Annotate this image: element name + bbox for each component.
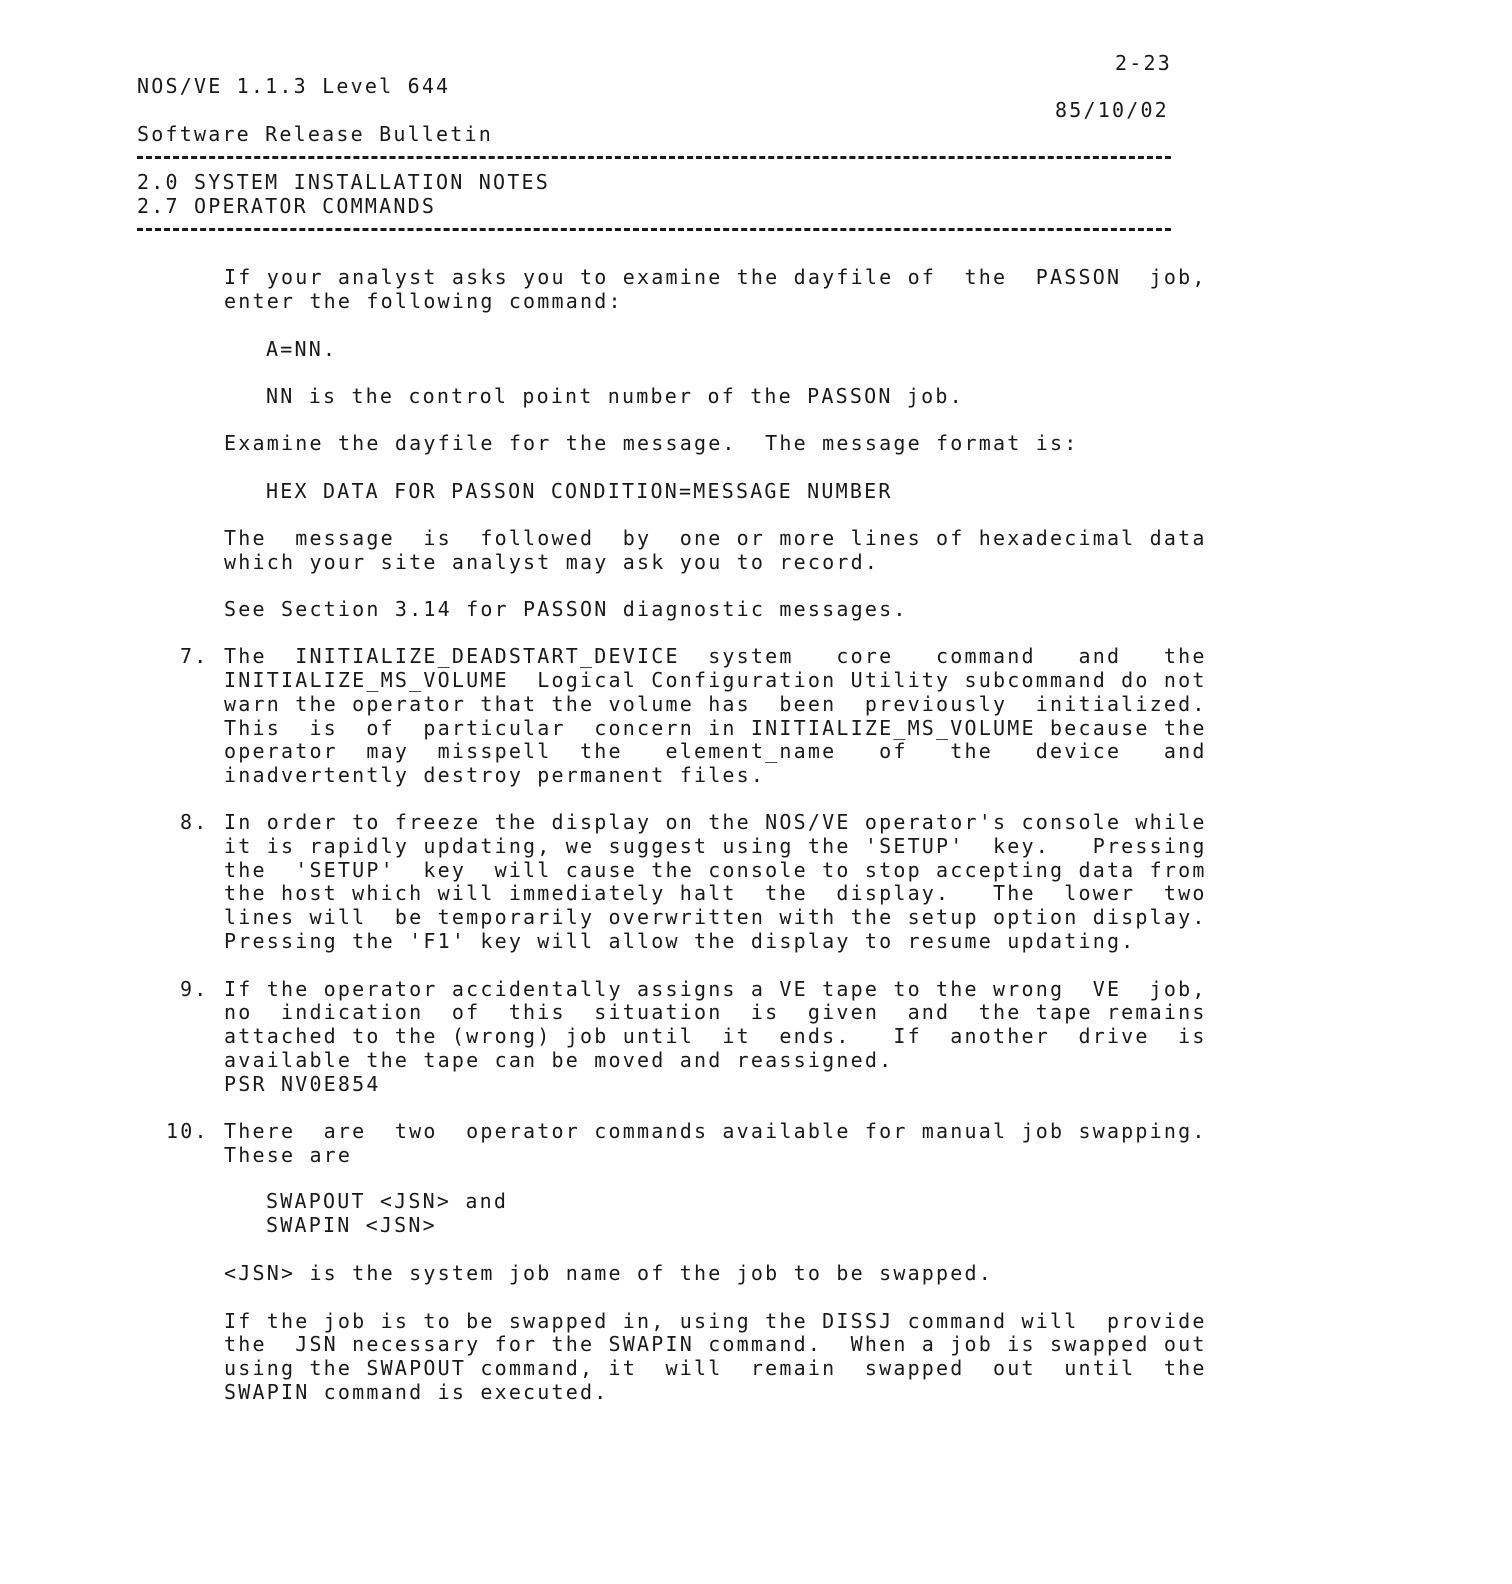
message-format: HEX DATA FOR PASSON CONDITION=MESSAGE NUMBER: [266, 479, 893, 503]
item-line: lines will be temporarily overwritten with the setup option display.: [224, 905, 1207, 929]
item-line: warn the operator that the volume has been previously initialized.: [224, 692, 1207, 716]
nn-description: NN is the control point number of the PASSON job.: [266, 384, 964, 408]
item-number: 10.: [166, 1119, 209, 1143]
section-title: 2.0 SYSTEM INSTALLATION NOTES: [137, 170, 550, 194]
intro-line: enter the following command:: [224, 289, 623, 313]
item-line: available the tape can be moved and reassigned.: [224, 1048, 894, 1072]
product-version: NOS/VE 1.1.3 Level 644: [137, 74, 451, 98]
item-number: 9.: [180, 977, 209, 1001]
final-line: If the job is to be swapped in, using the DISSJ command will provide: [224, 1309, 1207, 1333]
item-line: In order to freeze the display on the NOS/VE operator's console while: [224, 810, 1207, 834]
final-line: SWAPIN command is executed.: [224, 1380, 609, 1404]
item-line: the 'SETUP' key will cause the console to stop accepting data from: [224, 858, 1207, 882]
header-rule-bottom: [137, 228, 1171, 231]
item-line: operator may misspell the element_name of the device and: [224, 739, 1207, 763]
intro-line: If your analyst asks you to examine the dayfile of the PASSON job,: [224, 265, 1207, 289]
subsection-title: 2.7 OPERATOR COMMANDS: [137, 194, 437, 218]
item-line: These are: [224, 1143, 353, 1167]
item-line: If the operator accidentally assigns a VE tape to the wrong VE job,: [224, 977, 1207, 1001]
final-line: using the SWAPOUT command, it will remain swapped out until the: [224, 1356, 1207, 1380]
final-line: the JSN necessary for the SWAPIN command. When a job is swapped out: [224, 1332, 1207, 1356]
item-line: Pressing the 'F1' key will allow the display to resume updating.: [224, 929, 1136, 953]
item-line: the host which will immediately halt the display. The lower two: [224, 881, 1207, 905]
item-number: 7.: [180, 644, 209, 668]
item-line: it is rapidly updating, we suggest using the 'SETUP' key. Pressing: [224, 834, 1207, 858]
swap-command: SWAPOUT <JSN> and: [266, 1189, 509, 1213]
psr-reference: PSR NV0E854: [224, 1072, 381, 1096]
header-rule-top: [137, 156, 1171, 159]
bulletin-date: 85/10/02: [1055, 98, 1169, 122]
item-line: This is of particular concern in INITIALIZE_MS_VOLUME because the: [224, 716, 1207, 740]
item-line: inadvertently destroy permanent files.: [224, 763, 766, 787]
see-section-note: See Section 3.14 for PASSON diagnostic messages.: [224, 597, 908, 621]
jsn-description: <JSN> is the system job name of the job to be swapped.: [224, 1261, 994, 1285]
followed-line: The message is followed by one or more lines of hexadecimal data: [224, 526, 1207, 550]
item-line: There are two operator commands available for manual job swapping.: [224, 1119, 1207, 1143]
followed-line: which your site analyst may ask you to record.: [224, 550, 880, 574]
item-number: 8.: [180, 810, 209, 834]
item-line: INITIALIZE_MS_VOLUME Logical Configuration Utility subcommand do not: [224, 668, 1207, 692]
page-number: 2-23: [1115, 51, 1172, 75]
examine-instruction: Examine the dayfile for the message. The message format is:: [224, 431, 1079, 455]
item-line: no indication of this situation is given and the tape remains: [224, 1000, 1207, 1024]
command-example: A=NN.: [266, 337, 338, 361]
swap-command: SWAPIN <JSN>: [266, 1213, 437, 1237]
item-line: The INITIALIZE_DEADSTART_DEVICE system core command and the: [224, 644, 1207, 668]
document-title: Software Release Bulletin: [137, 122, 494, 146]
item-line: attached to the (wrong) job until it ends. If another drive is: [224, 1024, 1207, 1048]
